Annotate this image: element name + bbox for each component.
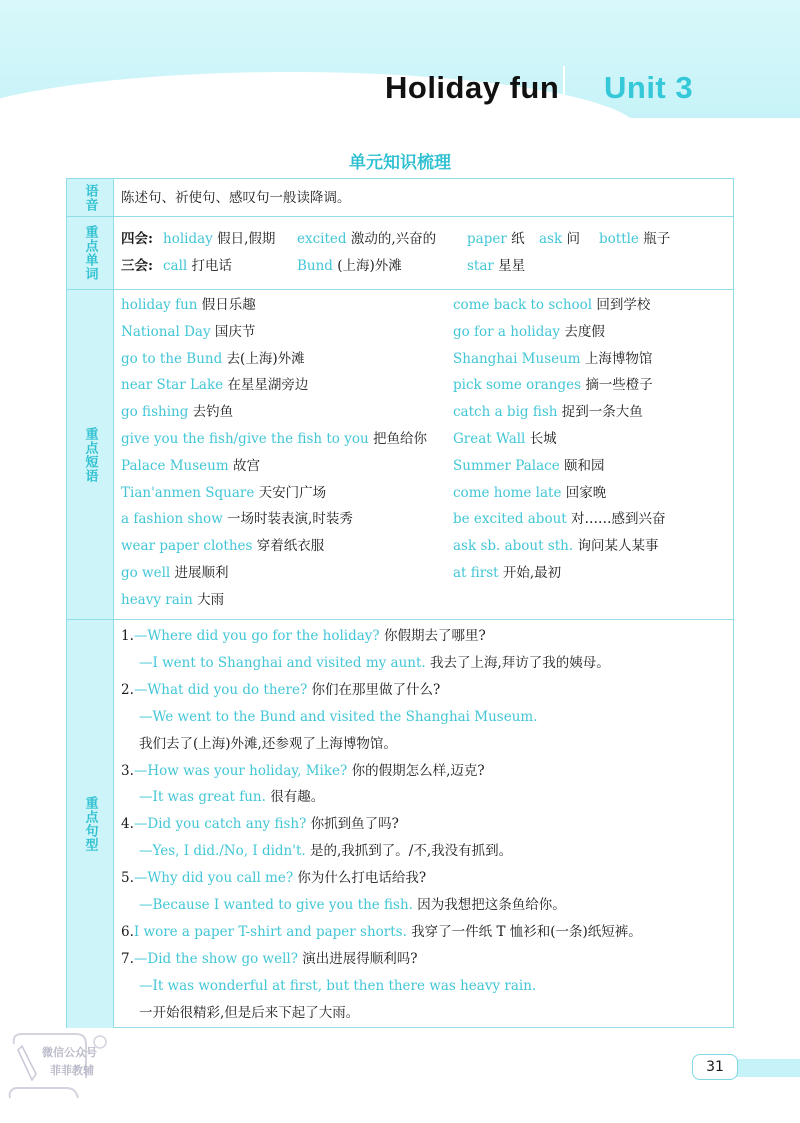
watermark-line: 菲菲教辅	[50, 1064, 94, 1077]
phrase-item: National Day 国庆节	[121, 323, 256, 340]
word-item: excited 激动的,兴奋的	[297, 231, 437, 247]
phrase-item: heavy rain 大雨	[121, 591, 225, 608]
phrase-item: be excited about 对……感到兴奋	[453, 511, 666, 528]
phrase-item: at first 开始,最初	[453, 565, 562, 581]
phrase-item: a fashion show 一场时装表演,时装秀	[121, 511, 353, 528]
phrase-item: holiday fun 假日乐趣	[121, 297, 256, 313]
sentence-line: 一开始很精彩,但是后来下起了大雨。	[139, 1004, 360, 1021]
word-item: star 星星	[467, 258, 526, 274]
title-divider	[563, 66, 565, 110]
sentence-line: 4.—Did you catch any fish? 你抓到鱼了吗?	[121, 816, 399, 833]
knowledge-table	[66, 178, 734, 1028]
sentence-line: 7.—Did the show go well? 演出进展得顺利吗?	[121, 950, 418, 967]
phrase-item: come home late 回家晚	[453, 484, 607, 501]
phrase-item: Palace Museum 故宫	[121, 457, 260, 474]
word-item: bottle 瓶子	[599, 231, 671, 247]
sentence-line: —Because I wanted to give you the fish. 因为我想把这条鱼给你。	[139, 897, 566, 913]
phrase-item: near Star Lake 在星星湖旁边	[121, 377, 309, 394]
unit-title: Unit 3	[604, 70, 694, 105]
row-label: 语音	[67, 179, 114, 216]
header-edge	[0, 118, 800, 122]
phrase-item: Shanghai Museum 上海博物馆	[453, 350, 653, 367]
word-item: ask 问	[539, 231, 580, 247]
phrase-item: Summer Palace 颐和园	[453, 457, 605, 474]
phrase-item: go to the Bund 去(上海)外滩	[121, 350, 305, 367]
phrase-item: wear paper clothes 穿着纸衣服	[121, 538, 325, 555]
page-header	[0, 0, 800, 122]
word-group-label: 四会:	[121, 231, 153, 247]
page-number: 31	[692, 1054, 738, 1080]
phrase-item: come back to school 回到学校	[453, 297, 651, 313]
phrase-item: catch a big fish 捉到一条大鱼	[453, 404, 643, 421]
sentence-line: —Yes, I did./No, I didn't. 是的,我抓到了。/不,我没有抓到。	[139, 843, 513, 860]
sentence-line: —I went to Shanghai and visited my aunt. 我去了上海,拜访了我的姨母。	[139, 654, 610, 671]
row-sentences	[67, 620, 733, 1028]
word-item: holiday 假日,假期	[163, 231, 276, 247]
sentence-line: 6.I wore a paper T-shirt and paper shorts. 我穿了一件纸 T 恤衫和(一条)纸短裤。	[121, 923, 642, 940]
row-label: 重点单词	[67, 217, 114, 289]
sentence-line: 2.—What did you do there? 你们在那里做了什么?	[121, 681, 441, 698]
row-label: 重点短语	[67, 290, 114, 619]
row-pronunciation	[67, 179, 733, 217]
word-item: paper 纸	[467, 231, 525, 247]
word-group-label: 三会:	[121, 258, 153, 274]
phrase-item: go for a holiday 去度假	[453, 323, 605, 340]
watermark	[6, 1028, 116, 1112]
sentence-line: —It was great fun. 很有趣。	[139, 789, 325, 806]
phrase-item: go well 进展顺利	[121, 565, 229, 581]
section-title: 单元知识梳理	[349, 153, 451, 173]
sentence-line: —We went to the Bund and visited the Shanghai Museum.	[139, 708, 538, 725]
phrase-item: pick some oranges 摘一些橙子	[453, 377, 653, 394]
row-words	[67, 217, 733, 290]
sentence-line: 3.—How was your holiday, Mike? 你的假期怎么样,迈克?	[121, 762, 485, 779]
phrase-item: ask sb. about sth. 询问某人某事	[453, 538, 659, 555]
page-number-bar	[734, 1059, 800, 1077]
sentence-line: 1.—Where did you go for the holiday? 你假期去了哪里?	[121, 628, 486, 644]
word-item: call 打电话	[163, 258, 233, 274]
sentence-line: —It was wonderful at first, but then there was heavy rain.	[139, 977, 537, 994]
pronunciation-text: 陈述句、祈使句、感叹句一般读降调。	[121, 190, 351, 206]
row-label: 重点句型	[67, 620, 114, 1028]
row-phrases	[67, 290, 733, 620]
sentence-line: 5.—Why did you call me? 你为什么打电话给我?	[121, 870, 427, 887]
lesson-title: Holiday fun	[385, 70, 560, 105]
phrase-item: Tian'anmen Square 天安门广场	[121, 484, 327, 501]
word-item: Bund (上海)外滩	[297, 258, 402, 274]
phrase-item: go fishing 去钓鱼	[121, 404, 234, 421]
phrase-item: give you the fish/give the fish to you 把鱼给你	[121, 431, 427, 447]
watermark-line: 微信公众号	[42, 1046, 97, 1059]
phrase-item: Great Wall 长城	[453, 431, 557, 447]
sentence-line: 我们去了(上海)外滩,还参观了上海博物馆。	[139, 735, 397, 752]
